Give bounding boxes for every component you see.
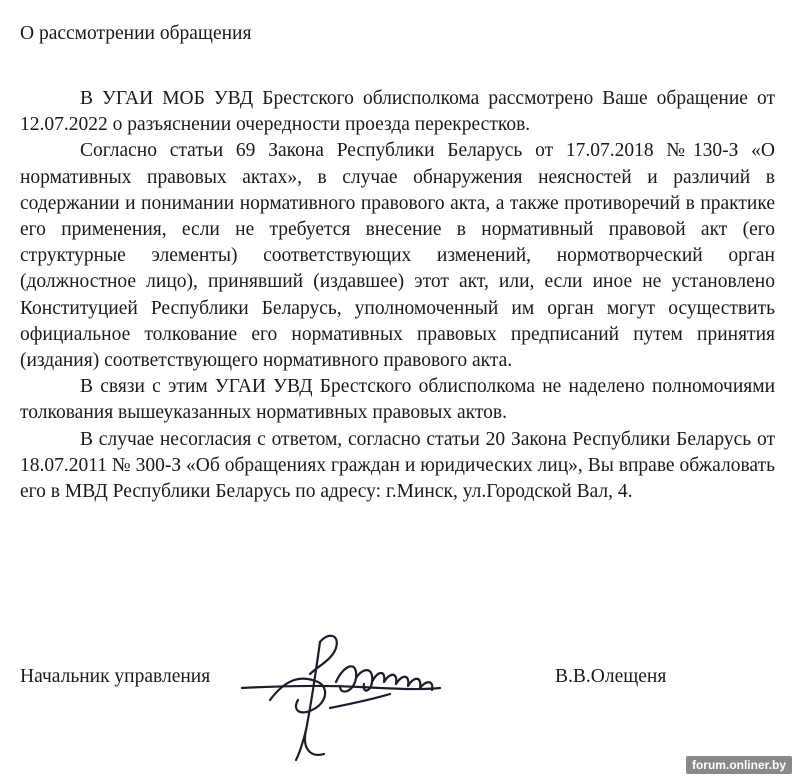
document-subject: О рассмотрении обращения (20, 23, 252, 44)
paragraph-no-authority: В связи с этим УГАИ УВД Брестского облисполкома не наделено полномочиями толкования вышеуказанных нормативных правовых актов. (20, 376, 775, 424)
paragraph-review-notice: В УГАИ МОБ УВД Брестского облисполкома рассмотрено Ваше обращение от 12.07.2022 о разъяснении очередности проезда перекрестков. (20, 88, 775, 136)
paragraph-appeal-info: В случае несогласия с ответом, согласно статьи 20 Закона Республики Беларусь от 18.07.2011 № 300-З «Об обращениях граждан и юридических лиц», Вы вправе обжаловать его в МВД Республики Беларусь по адресу: г.Минск, ул.Городской Вал, 4. (20, 428, 775, 503)
document-body (20, 86, 775, 505)
signature-title: Начальник управления (20, 666, 211, 687)
paragraph-law-article-69: Согласно статьи 69 Закона Республики Беларусь от 17.07.2018 №130-З «О нормативных правовых актах», в случае обнаружения неясностей и различий в содержании и понимании нормативного правового акта, а также противоречий в практике его применения, если не требуется внесение в нормативный правовой акт (его структурные элементы) соответствующих изменений, нормотворческий орган (должностное лицо), принявший (издавшее) этот акт, или, если иное не установлено Конституцией Республики Беларусь, уполномоченный им орган могут осуществить официальное толкование его нормативных правовых предписаний путем принятия (издания) соответствующего нормативного правового акта. (20, 140, 775, 372)
handwritten-signature-icon (240, 630, 450, 765)
watermark-badge: forum.onliner.by (686, 756, 792, 774)
signature-name: В.В.Олещеня (555, 666, 667, 687)
